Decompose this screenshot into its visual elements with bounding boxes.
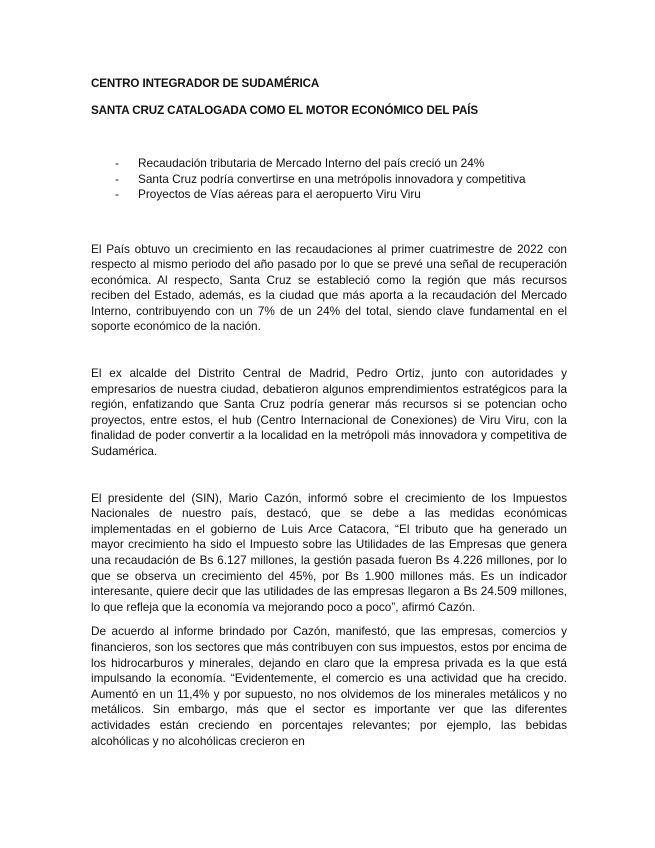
highlights-list (91, 156, 567, 203)
paragraph-mario-cazon: El presidente del (SIN), Mario Cazón, informó sobre el crecimiento de los Impuestos Nacionales de nuestro país, destacó, que se debe a las medidas económicas implementadas en el gobierno de Luis Arce Catacora, “El tributo que ha generado un mayor crecimiento ha sido el Impuesto sobre las Utilidades de las Empresas que genera una recaudación de Bs 6.127 millones, la gestión pasada fueron Bs 4.226 millones, por lo que se observa un crecimiento del 45%, por Bs 1.900 millones más. Es un indicador interesante, quiere decir que las utilidades de las empresas llegaron a Bs 24.509 millones, lo que refleja que la economía va mejorando poco a poco”, afirmó Cazón. (91, 490, 567, 614)
paragraph-sectores: De acuerdo al informe brindado por Cazón, manifestó, que las empresas, comercios y financieros, son los sectores que más contribuyen con sus impuestos, estos por encima de los hidrocarburos y minerales, dejando en claro que la empresa privada es la que está impulsando la economía. “Evidentemente, el comercio es una actividad que ha crecido. Aumentó en un 11,4% y por supuesto, no nos olvidemos de los minerales metálicos y no metálicos. Sin embargo, más que el sector es importante ver que las diferentes actividades están creciendo en porcentajes relevantes; por ejemplo, las bebidas alcohólicas y no alcohólicas crecieron en (91, 624, 567, 748)
document-heading-sub: SANTA CRUZ CATALOGADA COMO EL MOTOR ECONÓMICO DEL PAÍS (91, 104, 479, 117)
bullet-dash: - (115, 187, 119, 201)
list-item (115, 156, 567, 172)
list-item-text: Santa Cruz podría convertirse en una metrópolis innovadora y competitiva (138, 171, 526, 186)
bullet-dash: - (115, 171, 119, 186)
document-heading-main: CENTRO INTEGRADOR DE SUDAMÉRICA (91, 77, 320, 90)
list-item (115, 187, 567, 203)
list-item (115, 172, 567, 188)
paragraph-pedro-ortiz: El ex alcalde del Distrito Central de Madrid, Pedro Ortiz, junto con autoridades y empresarios de nuestra ciudad, debatieron algunos emprendimientos estratégicos para la región, enfatizando que Santa Cruz podría generar más recursos si se potencian ocho proyectos, entre estos, el hub (Centro Internacional de Conexiones) de Viru Viru, con la finalidad de poder convertir a la localidad en la metrópoli más innovadora y competitiva de Sudamérica. (91, 366, 567, 459)
bullet-dash: - (115, 156, 119, 170)
document-page (91, 77, 567, 749)
paragraph-recaudaciones: El País obtuvo un crecimiento en las recaudaciones al primer cuatrimestre de 2022 con respecto al mismo periodo del año pasado por lo que se prevé una señal de recuperación económica. Al respecto, Santa Cruz se estableció como la región que más recursos reciben del Estado, además, es la ciudad que más aporta a la recaudación del Mercado Interno, contribuyendo con un 7% de un 24% del total, siendo clave fundamental en el soporte económico de la nación. (91, 241, 567, 334)
list-item-text: Recaudación tributaria de Mercado Interno del país creció un 24% (138, 156, 485, 170)
list-item-text: Proyectos de Vías aéreas para el aeropuerto Viru Viru (138, 187, 421, 201)
